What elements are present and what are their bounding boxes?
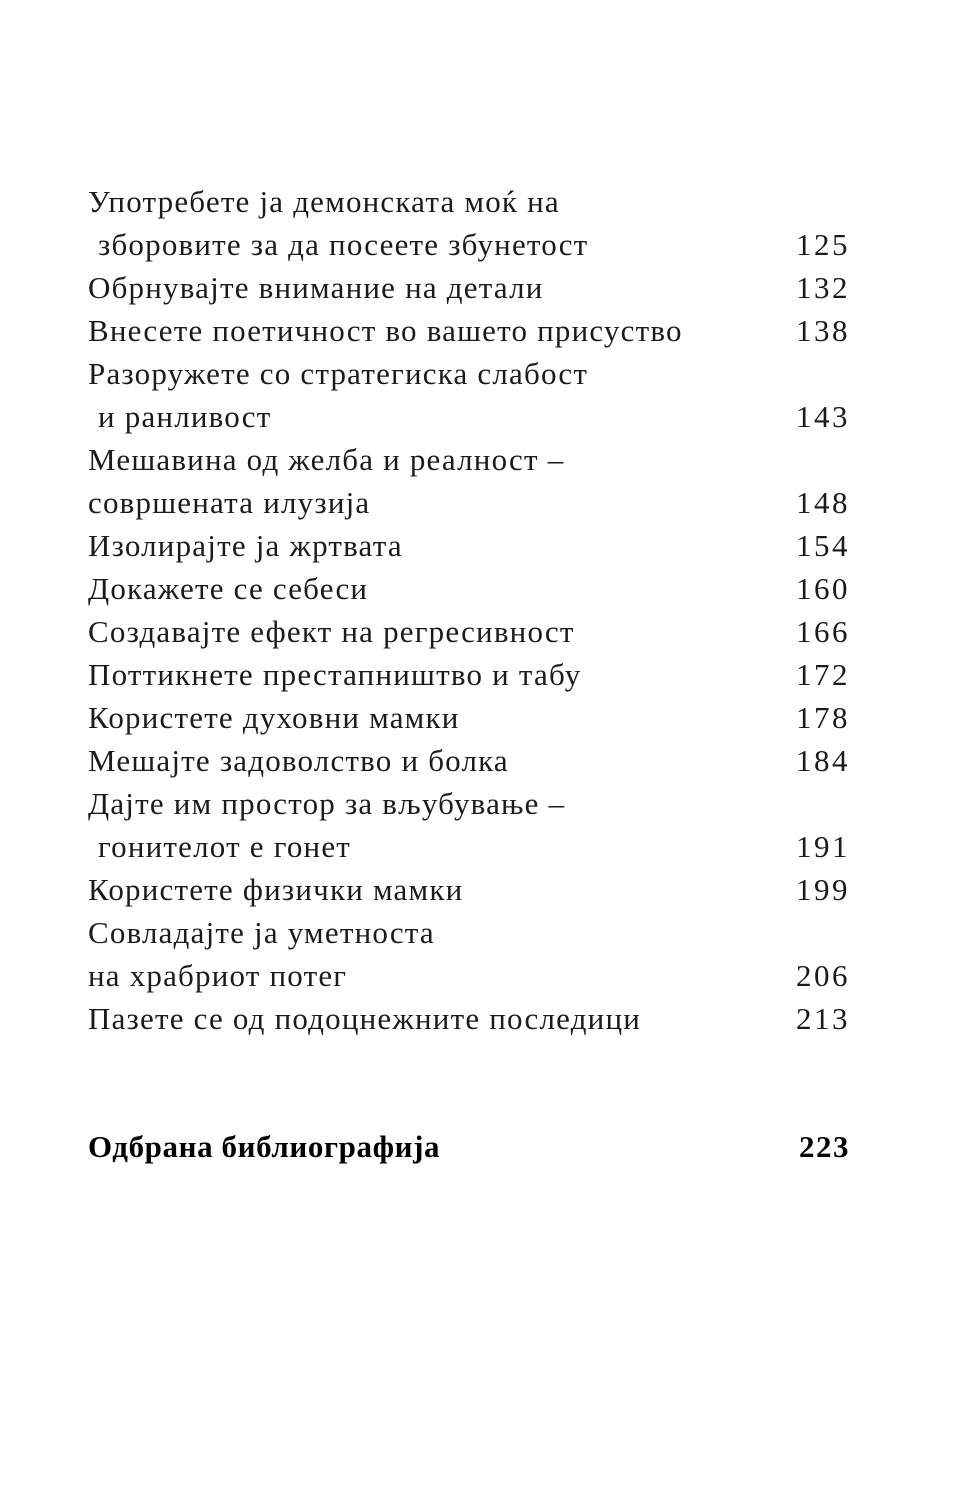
bibliography-title: Одбрана библиографија bbox=[88, 1129, 441, 1164]
toc-page-number: 199 bbox=[796, 872, 850, 907]
toc-page-number: 213 bbox=[796, 1001, 850, 1036]
toc-row bbox=[88, 395, 850, 438]
toc-row bbox=[88, 696, 850, 739]
toc-page-number: 125 bbox=[796, 227, 850, 262]
bibliography-page-number: 223 bbox=[799, 1129, 850, 1164]
toc-entry-text: совршената илузија bbox=[88, 485, 371, 520]
toc-page-number: 166 bbox=[796, 614, 850, 649]
toc-entry-text: Совладајте ја уметноста bbox=[88, 915, 435, 950]
toc-page-number: 191 bbox=[796, 829, 850, 864]
toc-page-number: 206 bbox=[796, 958, 850, 993]
toc-entry-text: Создавајте ефект на регресивност bbox=[88, 614, 575, 649]
toc-row bbox=[88, 868, 850, 911]
toc-entry-text: Користете физички мамки bbox=[88, 872, 464, 907]
toc-row bbox=[88, 997, 850, 1040]
toc-page-number: 132 bbox=[796, 270, 850, 305]
toc-page-number: 143 bbox=[796, 399, 850, 434]
toc-row bbox=[88, 438, 850, 481]
toc-entry-text: Мешајте задоволство и болка bbox=[88, 743, 509, 778]
toc-row bbox=[88, 266, 850, 309]
toc-row bbox=[88, 954, 850, 997]
toc-entry-text: зборовите за да посеете збунетост bbox=[98, 227, 589, 262]
toc-row bbox=[88, 610, 850, 653]
toc-entry-text: Изолирајте ја жртвата bbox=[88, 528, 403, 563]
toc-entry-text: Поттикнете престапништво и табу bbox=[88, 657, 582, 692]
toc-entry-text: Внесете поетичност во вашето присуство bbox=[88, 313, 683, 348]
toc-page-number: 172 bbox=[796, 657, 850, 692]
toc-row bbox=[88, 309, 850, 352]
toc-list bbox=[88, 180, 850, 1040]
toc-entry-text: гонителот е гонет bbox=[98, 829, 352, 864]
toc-row bbox=[88, 481, 850, 524]
toc-page-number: 160 bbox=[796, 571, 850, 606]
toc-row bbox=[88, 825, 850, 868]
toc-row bbox=[88, 567, 850, 610]
toc-page-number: 148 bbox=[796, 485, 850, 520]
toc-entry-text: и ранливост bbox=[98, 399, 272, 434]
toc-row bbox=[88, 352, 850, 395]
toc-row bbox=[88, 782, 850, 825]
toc-entry-text: Разоружете со стратегиска слабост bbox=[88, 356, 589, 391]
toc-page-number: 138 bbox=[796, 313, 850, 348]
toc-entry-text: на храбриот потег bbox=[88, 958, 348, 993]
toc-entry-text: Докажете се себеси bbox=[88, 571, 369, 606]
toc-row bbox=[88, 524, 850, 567]
toc-page-number: 154 bbox=[796, 528, 850, 563]
toc-entry-text: Употребете ја демонската моќ на bbox=[88, 184, 560, 219]
toc-entry-text: Обрнувајте внимание на детали bbox=[88, 270, 544, 305]
toc-row bbox=[88, 223, 850, 266]
toc-entry-text: Дајте им простор за вљубување – bbox=[88, 786, 566, 821]
toc-entry-text: Користете духовни мамки bbox=[88, 700, 460, 735]
toc-entry-text: Пазете се од подоцнежните последици bbox=[88, 1001, 642, 1036]
toc-page-number: 184 bbox=[796, 743, 850, 778]
toc-row bbox=[88, 180, 850, 223]
toc-row bbox=[88, 739, 850, 782]
toc-row bbox=[88, 653, 850, 696]
toc-page-number: 178 bbox=[796, 700, 850, 735]
toc-row bbox=[88, 911, 850, 954]
bibliography-row bbox=[88, 1125, 850, 1168]
toc-entry-text: Мешавина од желба и реалност – bbox=[88, 442, 565, 477]
